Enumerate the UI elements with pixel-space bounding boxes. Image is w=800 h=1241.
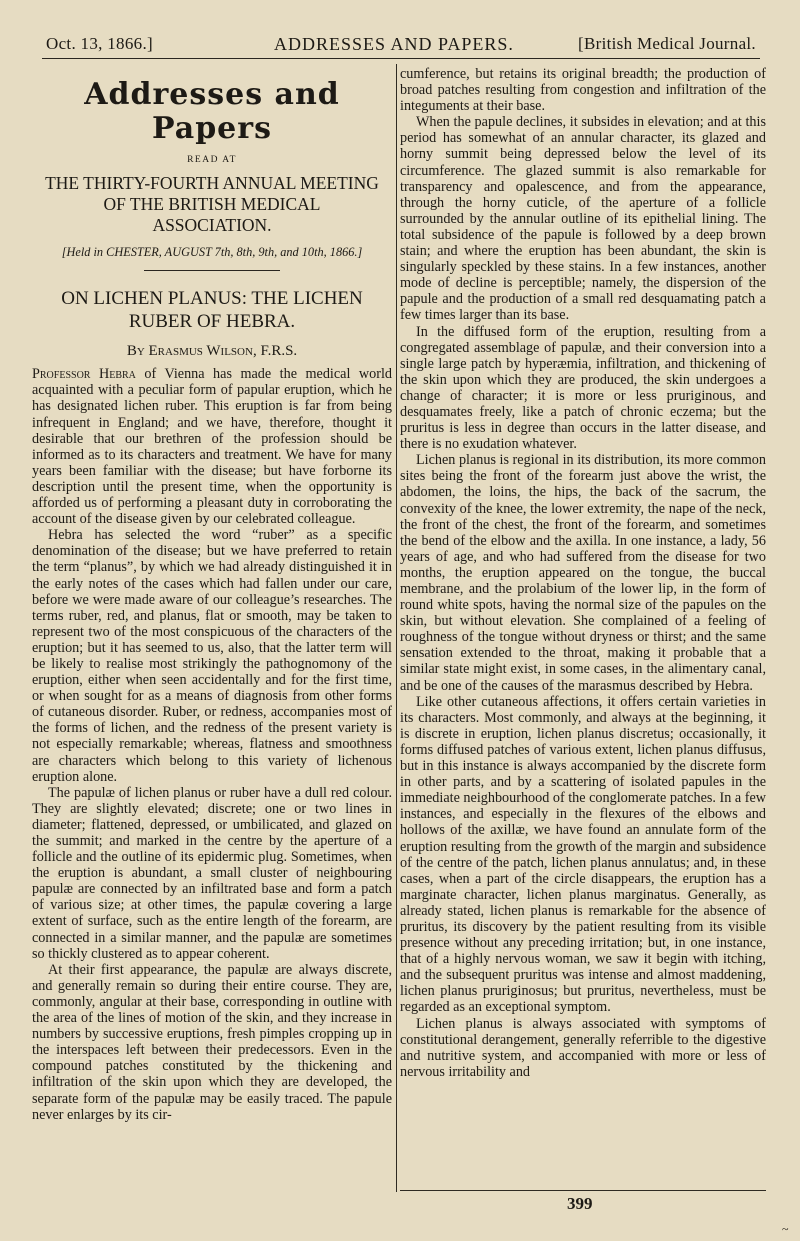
paragraph: The papulæ of lichen planus or ruber have a dull red colour. They are slightly elevated; discrete; one or two lines in diameter; flattened, depressed, or umbilicated, and glazed on the summit; and marked in the centre by the aperture of a follicle and the outline of its epidermic plug. Sometimes, when the eruption is abundant, a small cluster of neighbouring papulæ are connected by an infiltrated base and form a patch of various size; at other times, the papulæ covering a large extent of surface, such as the entire length of the forearm, are connected in a similar manner, and the papulæ are sometimes so thickly clustered as to appear coherent.	[32, 784, 392, 962]
masthead-title: Addresses and Papers	[84, 77, 340, 146]
header-date: Oct. 13, 1866.]	[46, 34, 153, 53]
meeting-line: OF THE BRITISH MEDICAL	[103, 194, 321, 215]
opening-words: Professor Hebra	[32, 366, 136, 383]
paragraph: When the papule declines, it subsides in elevation; and at this period has somewhat of an annular character, its glazed and horny summit being depressed below the level of its circumference. The glazed summit is also remarkable for transparency and opalescence, and from the appearance, through the horny cuticle, of the aperture of a follicle surrounded by the annular outline of its epithelial lining. The total subsidence of the papule is followed by a deep brown stain; and where the eruption has been abundant, the skin is singularly speckled by these stains. In a few instances, another mode of decline is perceptible; namely, the dispersion of the papule and the production of a small red desquamating patch a few times larger than its base.	[400, 114, 766, 324]
running-header	[42, 30, 760, 59]
article-title	[32, 287, 392, 333]
header-journal: [British Medical Journal.	[578, 34, 756, 53]
meeting-title	[32, 173, 392, 236]
column-divider	[396, 64, 397, 1192]
article-title-line: RUBER OF HEBRA.	[128, 311, 296, 333]
footer-rule	[400, 1190, 766, 1191]
article-title-line: ON LICHEN PLANUS: THE LICHEN	[61, 288, 363, 310]
paragraph: In the diffused form of the eruption, resulting from a congregated assemblage of papulæ, and their conversion into a single large patch by hyperæmia, infiltration, and thickening of the skin upon which they are produced, the skin undergoes a change of character; it is more or less pruriginous, and desquamates freely, like a patch of chronic eczema; but the pruritus is less in degree than occurs in the latter disease, and there is no exudation whatever.	[400, 323, 766, 453]
meeting-line: ASSOCIATION.	[152, 215, 272, 236]
article-byline: By Erasmus Wilson, F.R.S.	[126, 343, 298, 360]
page-number: 399	[567, 1194, 593, 1213]
meeting-line: THE THIRTY-FOURTH ANNUAL MEETING	[45, 173, 379, 194]
header-section: ADDRESSES AND PAPERS.	[274, 34, 514, 54]
paragraph-continued: cumference, but retains its original breadth; the production of broad patches resulting from congestion and infiltration of the integuments at their base.	[400, 66, 766, 115]
corner-mark: ~	[782, 1222, 789, 1236]
right-column	[400, 66, 766, 1080]
read-at-label: READ AT	[187, 155, 237, 165]
paragraph: At their first appearance, the papulæ are always discrete, and generally remain so during their entire course. They are, commonly, angular at their base, corresponding in outline with the area of the lines of motion of the skin, and they increase in numbers by successive eruptions, fresh pimples cropping up in the interspaces left between their predecessors. Even in the compound patches constituted by the thickening and infiltration of the skin upon which they are developed, the separate form of the papulæ may be easily traced. The papule never enlarges by its cir-	[32, 961, 392, 1123]
meeting-held-note: [Held in CHESTER, AUGUST 7th, 8th, 9th, and 10th, 1866.]	[61, 245, 363, 260]
paragraph: Lichen planus is always associated with symptoms of constitutional derangement, generally referrible to the digestive and nutritive system, and accompanied with more or less of nervous irritability and	[400, 1015, 766, 1080]
title-rule	[144, 270, 280, 271]
paragraph: Hebra has selected the word “ruber” as a specific denomination of the disease; but we have preferred to retain the term “planus”, by which we had already distinguished it in the early notes of the cases which had fallen under our care, before we were made aware of our colleague’s researches. The terms ruber, red, and planus, flat or smooth, may be taken to represent two of the most conspicuous of the characters of the eruption; but it has seemed to us, also, that the latter term will be likely to realise most strikingly the pathognomony of the eruption, either when seen accidentally and for the first time, or when sought for as a means of diagnosis from other forms of cutaneous disorder. Ruber, or redness, accompanies most of the forms of lichen, and the redness of the present variety is not especially remarkable; whereas, flatness and smoothness are characters which belong to this variety of lichenous eruption alone.	[32, 527, 392, 785]
masthead	[32, 78, 392, 359]
paragraph-text: of Vienna has made the medical world acquainted with a peculiar form of papular eruption, which he has designated lichen ruber. This eruption is far from being infrequent in England; and we have, therefore, thought it desirable that our brethren of the profession should be informed as to its characters and treatment. We have for many years been familiar with the disease; but have forborne its description until the present time, when the opportunity is afforded us of performing a pleasant duty in corroborating the account of the disease given by our celebrated colleague.	[32, 366, 392, 528]
paragraph	[32, 366, 392, 527]
paragraph: Lichen planus is regional in its distribution, its more common sites being the front of the forearm just above the wrist, the abdomen, the loins, the hips, the back of the sacrum, the convexity of the knee, the lower extremity, the nape of the neck, the front of the chest, the front of the forearm, and sometimes the bend of the elbow and the axilla. In one instance, a lady, 56 years of age, and who had suffered from the disease for two months, the eruption appeared on the tongue, the buccal membrane, and the prolabium of the lower lip, in the form of round white spots, having the normal size of the papules on the skin, but without elevation. She complained of a feeling of roughness of the tongue without dryness or thirst; and the same sensation extended to the throat, making it probable that a similar state might exist, in some cases, in the alimentary canal, and be one of the causes of the marasmus described by Hebra.	[400, 452, 766, 694]
left-column	[32, 66, 392, 1123]
paragraph: Like other cutaneous affections, it offers certain varieties in its characters. Most commonly, and always at the beginning, it is discrete in eruption, lichen planus discretus; occasionally, it forms diffused patches of various extent, lichen planus diffusus, but in this instance is always accompanied by the discrete form in other parts, and by a scattering of isolated papules in the immediate neighbourhood of the conglomerate patches. In a few instances, and especially in the flexures of the elbows and hollows of the axillæ, we have found an annulate form of the eruption resulting from the growth of the margin and subsidence of the centre of the patch, lichen planus annulatus; and, in these cases, when a part of the circle disappears, the eruption has a marginate character, lichen planus marginatus. Generally, as already stated, lichen planus is remarkable for the absence of pruritus, its discovery by the patient resulting from its visible presence without any preceding irritation; but, in one instance, that of a highly nervous woman, we saw it begin with itching, and the subsequent pruritus was intense and almost maddening, lichen planus pruriginosus; but pruritus, nevertheless, must be regarded as an exceptional symptom.	[400, 693, 766, 1016]
